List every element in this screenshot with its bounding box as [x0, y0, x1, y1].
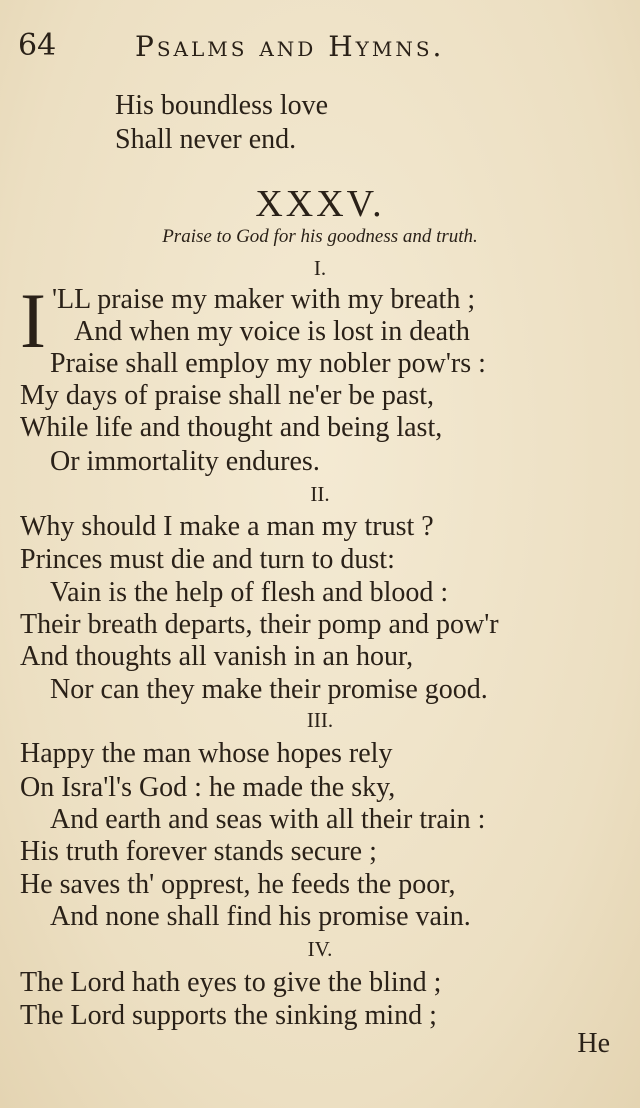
verse-line: My days of praise shall ne'er be past, [20, 380, 435, 411]
hymn-number: XXXV. [255, 183, 385, 225]
verse-line: While life and thought and being last, [20, 412, 443, 443]
catchword: He [577, 1028, 610, 1059]
verse-line: His truth forever stands secure ; [20, 836, 377, 867]
verse-line: 'LL praise my maker with my breath ; [52, 284, 476, 315]
continuation-line: His boundless love [115, 90, 329, 121]
running-head: Psalms and Hymns. [135, 30, 445, 63]
verse-line: And none shall find his promise vain. [50, 901, 471, 932]
verse-line: On Isra'l's God : he made the sky, [20, 772, 396, 803]
drop-cap: I [20, 277, 46, 364]
verse-line: And earth and seas with all their train : [50, 804, 486, 835]
hymn-subtitle: Praise to God for his goodness and truth. [162, 226, 478, 247]
verse-line: And thoughts all vanish in an hour, [20, 641, 414, 672]
verse-line: Princes must die and turn to dust: [20, 544, 395, 575]
continuation-line: Shall never end. [115, 124, 297, 155]
verse-line: Praise shall employ my nobler pow'rs : [50, 348, 486, 379]
stanza-numeral: IV. [307, 937, 333, 961]
verse-line: Why should I make a man my trust ? [20, 511, 434, 542]
page-number: 64 [18, 28, 57, 63]
verse-line: Or immortality endures. [50, 446, 320, 477]
verse-line: Nor can they make their promise good. [50, 674, 488, 705]
verse-line: The Lord supports the sinking mind ; [20, 1000, 437, 1031]
verse-line: Happy the man whose hopes rely [20, 738, 393, 769]
stanza-numeral: II. [310, 482, 330, 506]
verse-line: Their breath departs, their pomp and pow'r [20, 609, 499, 640]
verse-line: And when my voice is lost in death [74, 316, 470, 347]
verse-line: He saves th' opprest, he feeds the poor, [20, 869, 456, 900]
page-header [0, 28, 640, 68]
stanza-numeral: III. [306, 708, 334, 732]
verse-line: Vain is the help of flesh and blood : [50, 577, 449, 608]
stanza-numeral: I. [313, 256, 327, 280]
verse-line: The Lord hath eyes to give the blind ; [20, 967, 442, 998]
